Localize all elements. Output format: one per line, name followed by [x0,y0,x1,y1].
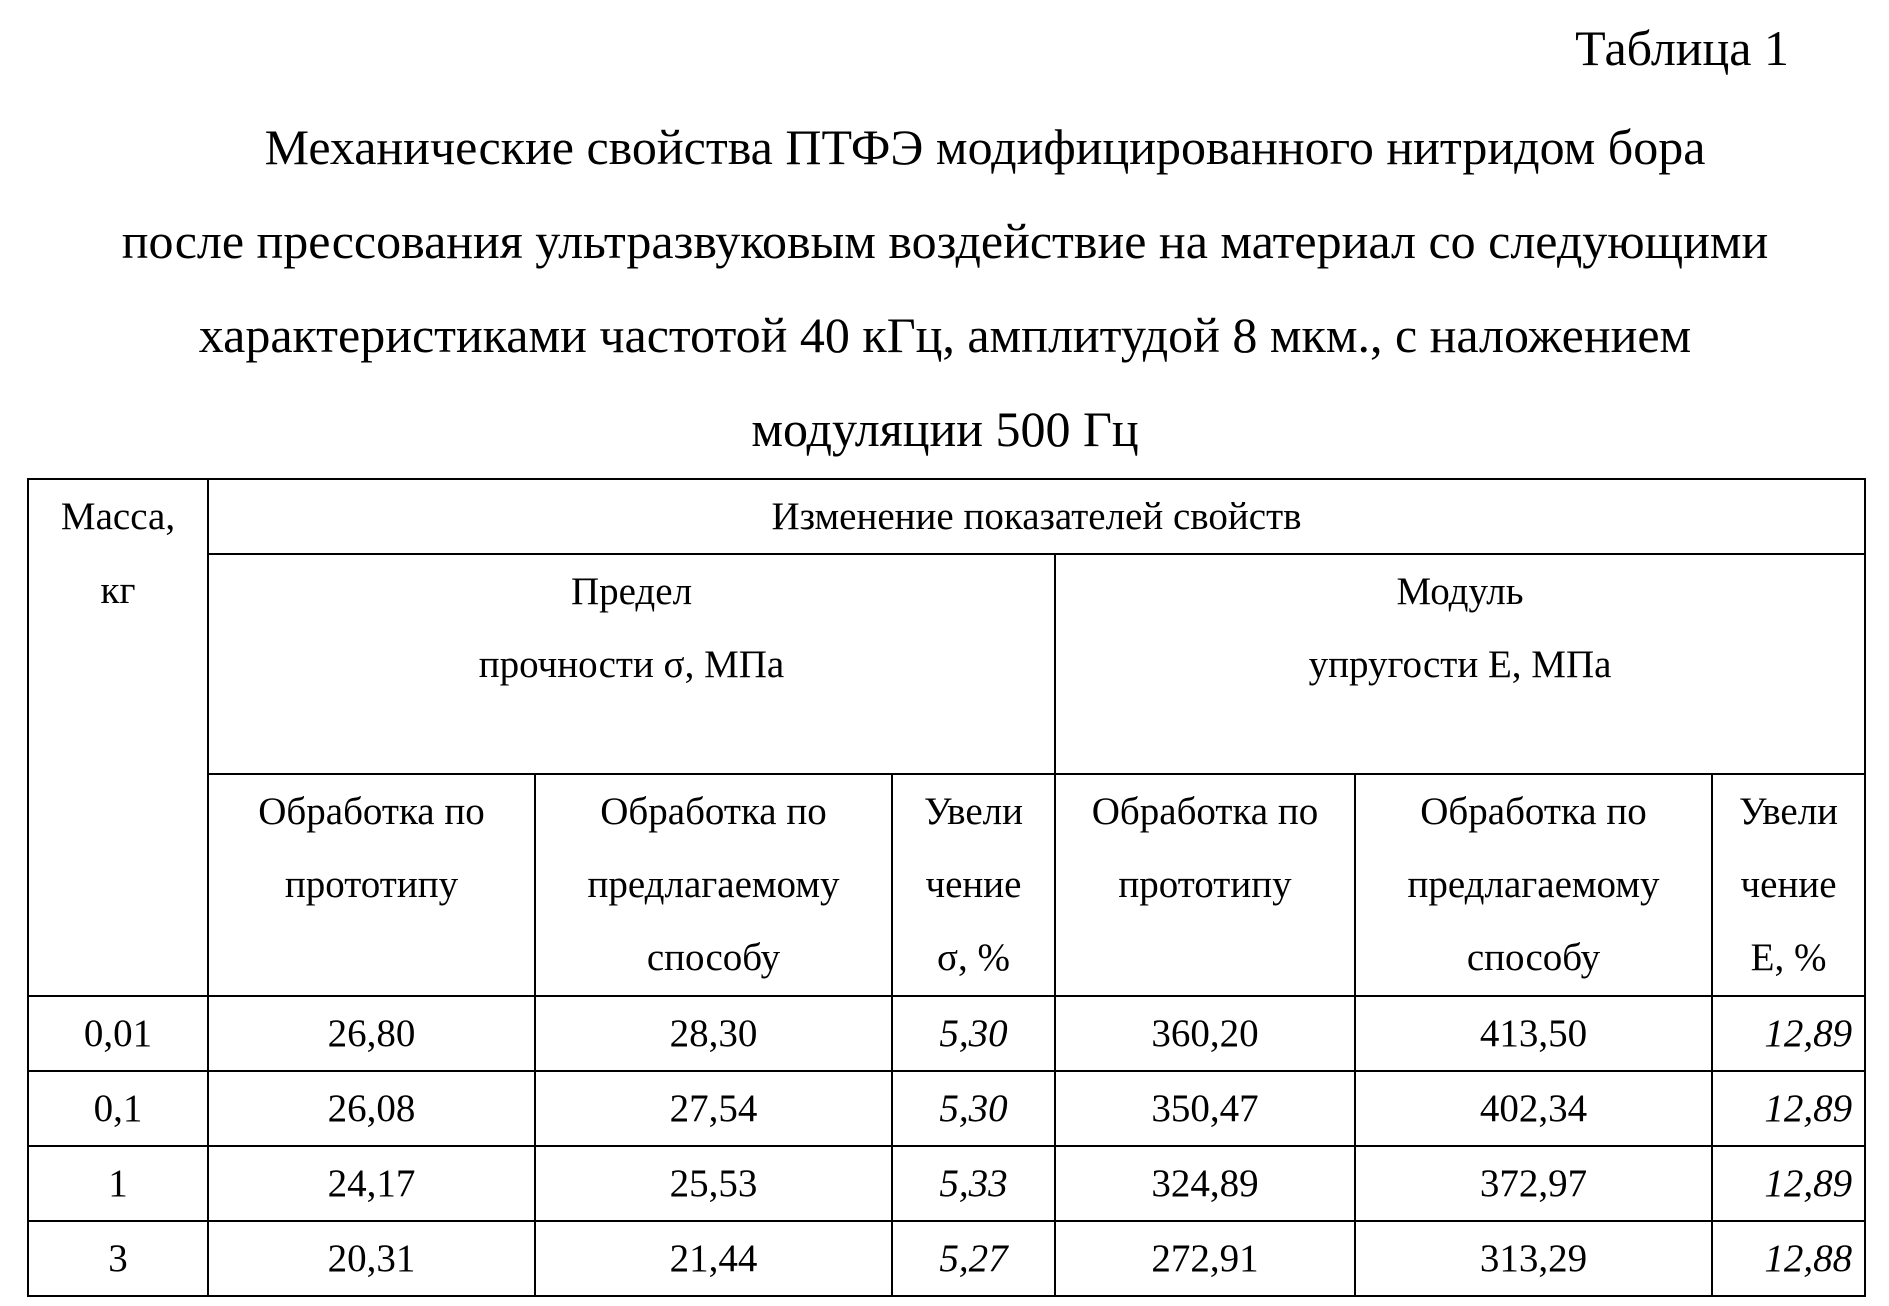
header-text: чение [925,863,1022,906]
modulus-proposed-header [1355,774,1712,996]
caption-line-1: Механические свойства ПТФЭ модифицированного нитридом бора [264,119,1706,175]
header-text: Увели [923,790,1024,833]
modulus-proto-cell: 272,91 [1055,1221,1355,1296]
header-text: способу [1466,936,1601,979]
modulus-header-cell [1055,554,1865,774]
table-row [28,1071,1865,1146]
modulus-proto-cell: 350,47 [1055,1071,1355,1146]
modulus-proto-cell: 360,20 [1055,996,1355,1071]
header-text: чение [1740,863,1837,906]
mass-cell: 0,1 [28,1071,208,1146]
mass-cell: 0,01 [28,996,208,1071]
header-text: Обработка по [1091,790,1319,833]
header-row-3 [28,774,1865,996]
modulus-header-line-2: упругости Е, МПа [1308,643,1612,686]
modulus-proto-cell: 324,89 [1055,1146,1355,1221]
table-number: Таблица 1 [1575,20,1789,76]
mass-cell: 1 [28,1146,208,1221]
strength-increase-cell: 5,27 [892,1221,1055,1296]
strength-increase-cell: 5,30 [892,1071,1055,1146]
strength-proto-cell: 24,17 [208,1146,535,1221]
header-text: σ, % [936,936,1010,979]
strength-header-line-1: Предел [570,570,693,613]
modulus-increase-header [1712,774,1865,996]
strength-proto-cell: 26,80 [208,996,535,1071]
strength-increase-cell: 5,30 [892,996,1055,1071]
strength-proposed-cell: 28,30 [535,996,892,1071]
strength-header-line-2: прочности σ, МПа [478,643,785,686]
header-text: Е, % [1750,936,1827,979]
header-text: предлагаемому [1407,863,1660,906]
caption-line-3: характеристиками частотой 40 кГц, амплитудой 8 мкм., с наложением [198,307,1692,363]
properties-table [27,478,1866,1297]
header-text: предлагаемому [587,863,840,906]
mass-header-line-1: Масса, [60,495,176,538]
strength-increase-cell: 5,33 [892,1146,1055,1221]
modulus-increase-cell: 12,88 [1712,1221,1865,1296]
strength-proposed-cell: 27,54 [535,1071,892,1146]
strength-increase-header [892,774,1055,996]
strength-header-cell [208,554,1055,774]
header-row-1 [28,479,1865,554]
strength-proposed-cell: 25,53 [535,1146,892,1221]
header-row-2 [28,554,1865,774]
caption-line-2: после прессования ультразвуковым воздействие на материал со следующими [121,213,1769,269]
table-row [28,1221,1865,1296]
modulus-proposed-cell: 372,97 [1355,1146,1712,1221]
strength-proto-cell: 20,31 [208,1221,535,1296]
header-text: Обработка по [1420,790,1647,833]
header-text: Обработка по [258,790,485,833]
group-header-cell [208,479,1865,554]
strength-proto-header [208,774,535,996]
modulus-proposed-cell: 413,50 [1355,996,1712,1071]
strength-proposed-header [535,774,892,996]
strength-proto-cell: 26,08 [208,1071,535,1146]
mass-cell: 3 [28,1221,208,1296]
modulus-increase-cell: 12,89 [1712,1146,1865,1221]
strength-proposed-cell: 21,44 [535,1221,892,1296]
modulus-proposed-cell: 402,34 [1355,1071,1712,1146]
header-text: Обработка по [600,790,827,833]
header-text: прототипу [1118,863,1292,906]
header-text: прототипу [284,863,459,906]
header-text: Увели [1739,790,1839,833]
modulus-header-line-1: Модуль [1396,570,1524,613]
table-row [28,996,1865,1071]
table-caption [40,100,1850,476]
group-header-text: Изменение показателей свойств [771,495,1302,538]
header-text: способу [646,936,781,979]
modulus-proto-header [1055,774,1355,996]
mass-header-line-2: кг [100,569,136,612]
mass-header-cell [28,479,208,996]
modulus-proposed-cell: 313,29 [1355,1221,1712,1296]
modulus-increase-cell: 12,89 [1712,1071,1865,1146]
table-row [28,1146,1865,1221]
modulus-increase-cell: 12,89 [1712,996,1865,1071]
caption-line-4: модуляции 500 Гц [751,401,1139,457]
